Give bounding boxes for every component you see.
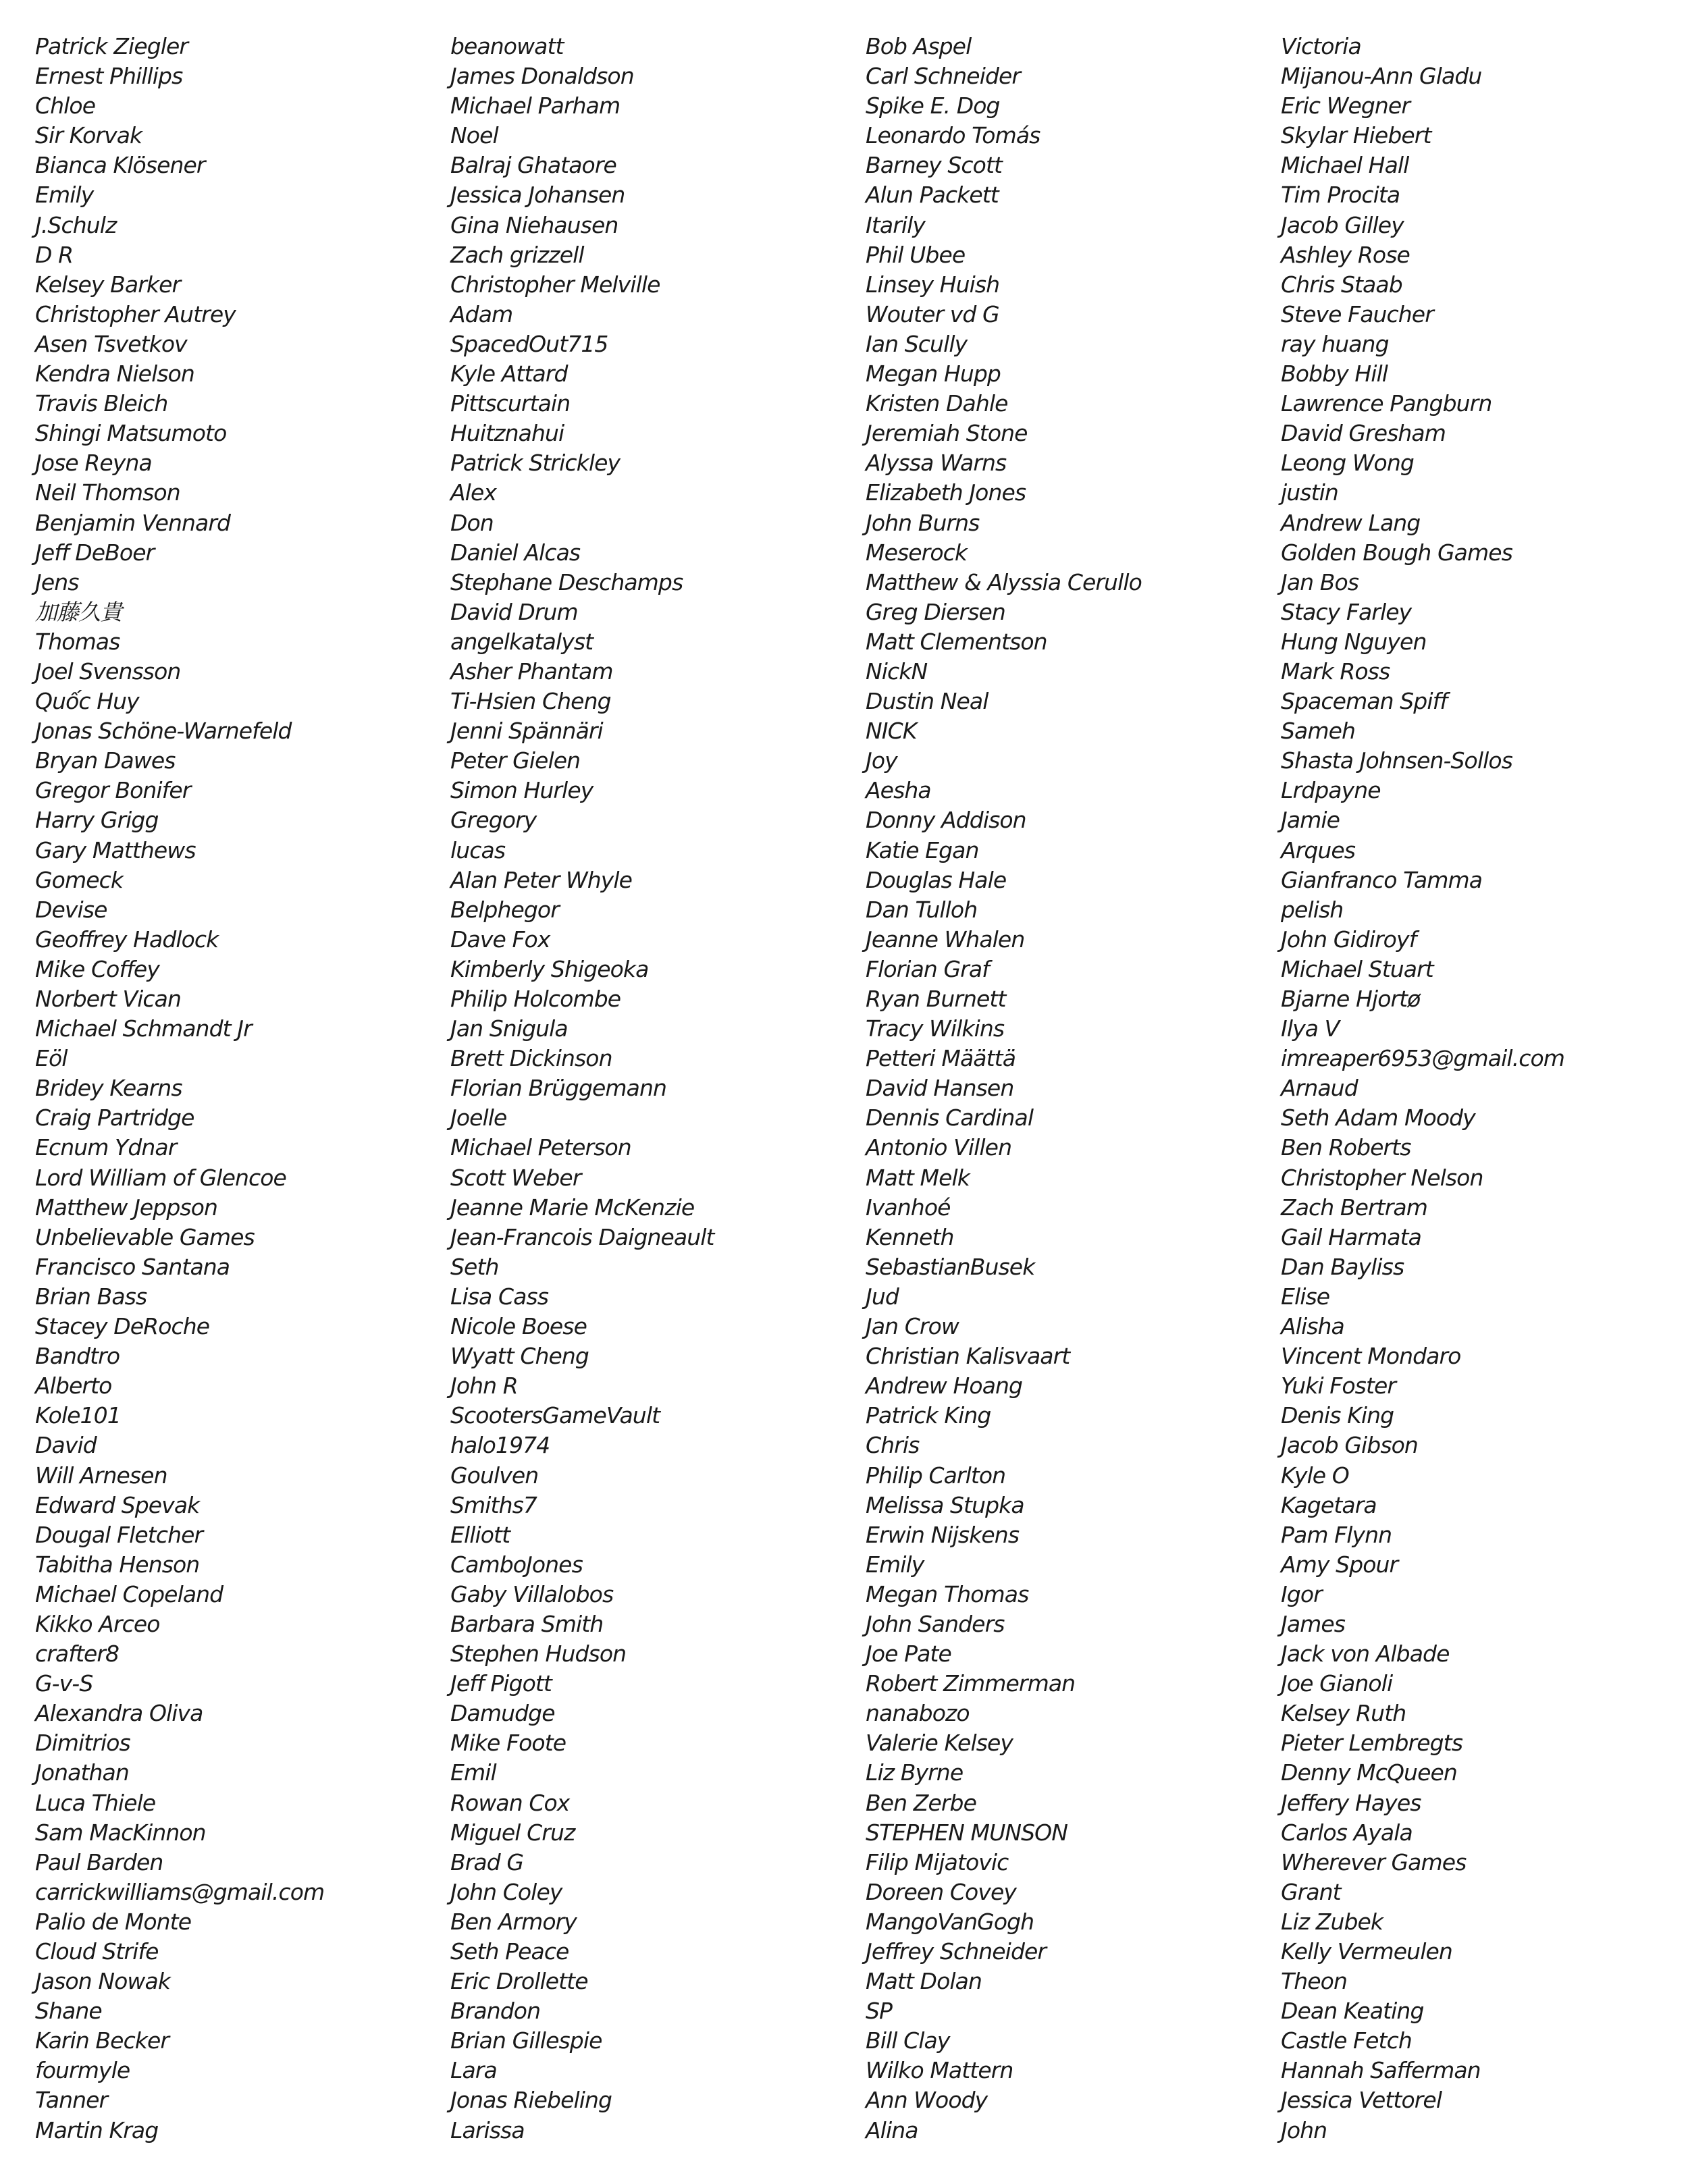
name-entry: David	[35, 1432, 97, 1459]
name-entry: Jeanne Marie McKenzie	[450, 1194, 695, 1221]
name-entry: Ben Armory	[450, 1908, 577, 1935]
name-entry: Jens	[35, 568, 79, 595]
name-entry: Donny Addison	[866, 807, 1026, 834]
name-entry: Nicole Boese	[450, 1313, 587, 1340]
name-entry: Jeanne Whalen	[866, 926, 1025, 953]
name-entry: Liz Zubek	[1281, 1908, 1383, 1935]
name-entry: Jeffrey Schneider	[866, 1938, 1047, 1965]
name-entry: Ivanhoé	[866, 1194, 951, 1221]
name-entry: Matt Dolan	[866, 1968, 982, 1995]
name-entry: Craig Partridge	[35, 1104, 194, 1131]
name-entry: Wouter vd G	[866, 300, 999, 327]
name-entry: Ti-Hsien Cheng	[450, 688, 611, 715]
name-entry: Elliott	[450, 1521, 510, 1548]
name-entry: Kyle Attard	[450, 361, 568, 388]
name-entry: Jan Snigula	[450, 1015, 568, 1042]
name-entry: CamboJones	[450, 1551, 583, 1578]
name-entry: Steve Faucher	[1281, 300, 1433, 327]
name-entry: Bjarne Hjortø	[1281, 986, 1421, 1012]
name-entry: Kelsey Barker	[35, 271, 181, 298]
name-entry: John Coley	[450, 1878, 562, 1905]
name-entry: Florian Brüggemann	[450, 1075, 667, 1102]
name-entry: Wherever Games	[1281, 1848, 1467, 1875]
name-entry: Leonardo Tomás	[866, 122, 1040, 149]
name-entry: Jeffery Hayes	[1281, 1789, 1421, 1816]
name-entry: Patrick Ziegler	[35, 33, 188, 59]
names-column-4	[1281, 32, 1686, 2146]
name-entry: pelish	[1281, 896, 1344, 923]
name-entry: James Donaldson	[450, 63, 634, 90]
name-entry: Benjamin Vennard	[35, 509, 231, 536]
name-entry: Ecnum Ydnar	[35, 1134, 177, 1161]
name-entry: Mark Ross	[1281, 658, 1390, 685]
name-entry: Antonio Villen	[866, 1134, 1012, 1161]
name-entry: Petteri Määttä	[866, 1045, 1016, 1072]
name-entry: Joy	[866, 747, 897, 774]
name-entry: Golden Bough Games	[1281, 539, 1512, 566]
name-entry: Eöl	[35, 1045, 68, 1072]
name-entry: Florian Graf	[866, 955, 989, 982]
name-entry: D R	[35, 241, 74, 268]
name-entry: Dan Tulloh	[866, 896, 978, 923]
name-entry: Arques	[1281, 836, 1356, 863]
name-entry: Jan Bos	[1281, 568, 1359, 595]
name-entry: Christopher Melville	[450, 271, 660, 298]
name-entry: Ian Scully	[866, 330, 968, 357]
name-entry: Karin Becker	[35, 2027, 169, 2054]
name-entry: Carlos Ayala	[1281, 1819, 1413, 1846]
name-entry: Lawrence Pangburn	[1281, 390, 1492, 417]
name-entry: Jessica Vettorel	[1281, 2087, 1442, 2114]
name-entry: Simon Hurley	[450, 777, 594, 804]
name-entry: Kristen Dahle	[866, 390, 1008, 417]
name-entry: Bridey Kearns	[35, 1075, 182, 1102]
name-entry: Aesha	[866, 777, 931, 804]
name-entry: Gina Niehausen	[450, 211, 618, 238]
name-entry: Joe Pate	[866, 1641, 951, 1668]
name-entry: Patrick King	[866, 1402, 991, 1429]
name-entry: Shasta Johnsen-Sollos	[1281, 747, 1512, 774]
name-entry: Gregory	[450, 807, 537, 834]
name-entry: Ben Roberts	[1281, 1134, 1411, 1161]
name-entry: Chloe	[35, 92, 96, 119]
name-entry: Philip Carlton	[866, 1462, 1006, 1489]
name-entry: Palio de Monte	[35, 1908, 192, 1935]
name-entry: Bobby Hill	[1281, 361, 1388, 388]
name-entry: Andrew Hoang	[866, 1373, 1023, 1400]
name-entry: Erwin Nijskens	[866, 1521, 1020, 1548]
name-entry: SpacedOut715	[450, 330, 608, 357]
name-entry: John Burns	[866, 509, 980, 536]
name-entry: Spike E. Dog	[866, 92, 1000, 119]
name-entry: Bill Clay	[866, 2027, 950, 2054]
name-entry: Alex	[450, 479, 496, 506]
name-entry: Bob Aspel	[866, 33, 972, 59]
name-entry: Joelle	[450, 1104, 507, 1131]
name-entry: Itarily	[866, 211, 926, 238]
name-entry: Christopher Nelson	[1281, 1164, 1483, 1191]
name-entry: Matt Clementson	[866, 628, 1047, 655]
name-entry: Alberto	[35, 1373, 112, 1400]
names-column-1	[35, 32, 440, 2146]
name-entry: Jessica Johansen	[450, 182, 625, 209]
name-entry: Seth	[450, 1253, 499, 1280]
name-entry: Neil Thomson	[35, 479, 180, 506]
name-entry: Jonathan	[35, 1759, 129, 1786]
name-entry: Tanner	[35, 2087, 108, 2114]
name-entry: John	[1281, 2116, 1327, 2143]
name-entry: Alan Peter Whyle	[450, 866, 633, 893]
name-entry: Will Arnesen	[35, 1462, 167, 1489]
name-entry: Zach Bertram	[1281, 1194, 1427, 1221]
name-entry: James	[1281, 1610, 1346, 1637]
name-entry: Megan Thomas	[866, 1580, 1029, 1607]
name-entry: STEPHEN MUNSON	[866, 1819, 1068, 1846]
name-entry: Alyssa Warns	[866, 450, 1007, 477]
name-entry: Bianca Klösener	[35, 152, 205, 179]
name-entry: Scott Weber	[450, 1164, 581, 1191]
name-entry: Wyatt Cheng	[450, 1343, 589, 1370]
name-entry: Melissa Stupka	[866, 1491, 1024, 1518]
name-entry: Devise	[35, 896, 107, 923]
name-entry: Amy Spour	[1281, 1551, 1398, 1578]
name-entry: Yuki Foster	[1281, 1373, 1396, 1400]
name-entry: Gail Harmata	[1281, 1223, 1421, 1250]
name-entry: Cloud Strife	[35, 1938, 159, 1965]
name-entry: Zach grizzell	[450, 241, 584, 268]
name-entry: Stephen Hudson	[450, 1641, 627, 1668]
name-entry: lucas	[450, 836, 506, 863]
name-entry: Alisha	[1281, 1313, 1344, 1340]
name-entry: Jonas Schöne-Warnefeld	[35, 718, 292, 745]
name-entry: Sameh	[1281, 718, 1356, 745]
name-entry: Edward Spevak	[35, 1491, 200, 1518]
name-entry: Mike Coffey	[35, 955, 159, 982]
name-entry: Eric Drollette	[450, 1968, 588, 1995]
name-entry: crafter8	[35, 1641, 120, 1668]
name-entry: Norbert Vican	[35, 986, 182, 1012]
name-entry: Gianfranco Tamma	[1281, 866, 1483, 893]
name-entry: Greg Diersen	[866, 598, 1005, 625]
name-entry: Mijanou-Ann Gladu	[1281, 63, 1482, 90]
name-entry: Stephane Deschamps	[450, 568, 683, 595]
name-entry: Don	[450, 509, 494, 536]
name-entry: Sir Korvak	[35, 122, 142, 149]
name-entry: Kenneth	[866, 1223, 954, 1250]
name-entry: Michael Schmandt Jr	[35, 1015, 252, 1042]
name-entry: Jose Reyna	[35, 450, 152, 477]
name-entry: Eric Wegner	[1281, 92, 1410, 119]
name-entry: Stacy Farley	[1281, 598, 1412, 625]
name-entry: Kelly Vermeulen	[1281, 1938, 1452, 1965]
name-entry: nanabozo	[866, 1700, 970, 1727]
name-entry: Matthew & Alyssia Cerullo	[866, 568, 1142, 595]
name-entry: Elizabeth Jones	[866, 479, 1026, 506]
name-entry: Huitznahui	[450, 420, 564, 447]
name-entry: Skylar Hiebert	[1281, 122, 1431, 149]
name-entry: Shingi Matsumoto	[35, 420, 227, 447]
name-entry: Vincent Mondaro	[1281, 1343, 1461, 1370]
name-entry: Shane	[35, 1998, 102, 2025]
name-entry: David Gresham	[1281, 420, 1446, 447]
name-entry: Asen Tsvetkov	[35, 330, 187, 357]
name-entry: Adam	[450, 300, 513, 327]
name-entry: Daniel Alcas	[450, 539, 581, 566]
name-entry: Douglas Hale	[866, 866, 1007, 893]
name-entry: Victoria	[1281, 33, 1361, 59]
name-entry: Lord William of Glencoe	[35, 1164, 286, 1191]
name-entry: Jeff Pigott	[450, 1670, 552, 1697]
name-entry: Jenni Spännäri	[450, 718, 603, 745]
name-entry: Igor	[1281, 1580, 1322, 1607]
name-entry: Francisco Santana	[35, 1253, 230, 1280]
name-entry: Emily	[866, 1551, 924, 1578]
name-entry: Goulven	[450, 1462, 539, 1489]
name-entry: Philip Holcombe	[450, 986, 621, 1012]
name-entry: Kikko Arceo	[35, 1610, 160, 1637]
name-entry: Ashley Rose	[1281, 241, 1410, 268]
name-entry: Barbara Smith	[450, 1610, 604, 1637]
name-entry: David Drum	[450, 598, 578, 625]
name-entry: Joel Svensson	[35, 658, 181, 685]
name-entry: Alexandra Oliva	[35, 1700, 203, 1727]
name-entry: Carl Schneider	[866, 63, 1021, 90]
name-entry: Jud	[866, 1283, 899, 1310]
name-entry: John Sanders	[866, 1610, 1005, 1637]
name-entry: Jan Crow	[866, 1313, 959, 1340]
name-entry: Barney Scott	[866, 152, 1003, 179]
name-entry: Jamie	[1281, 807, 1340, 834]
name-entry: 加藤久貴	[35, 598, 122, 625]
name-entry: Brian Bass	[35, 1283, 147, 1310]
name-entry: Jean-Francois Daigneault	[450, 1223, 714, 1250]
name-entry: Katie Egan	[866, 836, 979, 863]
name-entry: Linsey Huish	[866, 271, 1000, 298]
name-entry: Harry Grigg	[35, 807, 159, 834]
name-entry: Michael Copeland	[35, 1580, 223, 1607]
name-entry: Doreen Covey	[866, 1878, 1016, 1905]
name-entry: Dimitrios	[35, 1730, 130, 1757]
name-entry: Kole101	[35, 1402, 121, 1429]
name-entry: Martin Krag	[35, 2116, 159, 2143]
name-entry: Elise	[1281, 1283, 1330, 1310]
name-entry: Lrdpayne	[1281, 777, 1381, 804]
name-entry: Belphegor	[450, 896, 559, 923]
name-entry: J.Schulz	[35, 211, 117, 238]
name-entry: Dustin Neal	[866, 688, 988, 715]
name-entry: Smiths7	[450, 1491, 537, 1518]
name-entry: John R	[450, 1373, 518, 1400]
name-entry: Phil Ubee	[866, 241, 966, 268]
name-entry: Jacob Gibson	[1281, 1432, 1418, 1459]
name-entry: Chris Staab	[1281, 271, 1402, 298]
name-entry: Chris	[866, 1432, 920, 1459]
name-entry: Brian Gillespie	[450, 2027, 602, 2054]
name-entry: Hung Nguyen	[1281, 628, 1427, 655]
name-entry: Emily	[35, 182, 94, 209]
name-entry: Tabitha Henson	[35, 1551, 200, 1578]
name-entry: Ilya V	[1281, 1015, 1340, 1042]
name-entry: Hannah Safferman	[1281, 2057, 1481, 2084]
name-entry: Kimberly Shigeoka	[450, 955, 649, 982]
names-column-3	[866, 32, 1271, 2146]
name-entry: Michael Parham	[450, 92, 621, 119]
name-entry: Brett Dickinson	[450, 1045, 612, 1072]
name-entry: halo1974	[450, 1432, 550, 1459]
name-entry: Ernest Phillips	[35, 63, 183, 90]
name-entry: Meserock	[866, 539, 968, 566]
name-entry: fourmyle	[35, 2057, 130, 2084]
name-entry: Kelsey Ruth	[1281, 1700, 1406, 1727]
name-entry: Kyle O	[1281, 1462, 1349, 1489]
name-entry: NICK	[866, 718, 917, 745]
name-entry: Seth Peace	[450, 1938, 569, 1965]
name-entry: angelkatalyst	[450, 628, 594, 655]
name-entry: Liz Byrne	[866, 1759, 964, 1786]
name-entry: carrickwilliams@gmail.com	[35, 1878, 325, 1905]
name-entry: Jack von Albade	[1281, 1641, 1450, 1668]
name-entry: Geoffrey Hadlock	[35, 926, 219, 953]
name-entry: Denis King	[1281, 1402, 1394, 1429]
name-entry: John Gidiroyf	[1281, 926, 1417, 953]
name-entry: Valerie Kelsey	[866, 1730, 1013, 1757]
name-entry: Patrick Strickley	[450, 450, 621, 477]
name-entry: Rowan Cox	[450, 1789, 570, 1816]
name-entry: Dennis Cardinal	[866, 1104, 1034, 1131]
name-entry: Robert Zimmerman	[866, 1670, 1076, 1697]
name-entry: justin	[1281, 479, 1338, 506]
name-entry: Asher Phantam	[450, 658, 613, 685]
name-entry: Megan Hupp	[866, 361, 1001, 388]
name-entry: Kendra Nielson	[35, 361, 194, 388]
name-entry: G-v-S	[35, 1670, 93, 1697]
name-entry: Pieter Lembregts	[1281, 1730, 1463, 1757]
name-entry: Michael Hall	[1281, 152, 1409, 179]
name-entry: imreaper6953@gmail.com	[1281, 1045, 1565, 1072]
names-column-2	[450, 32, 855, 2146]
name-entry: Larissa	[450, 2116, 525, 2143]
name-entry: Spaceman Spiff	[1281, 688, 1448, 715]
name-entry: Lara	[450, 2057, 497, 2084]
name-entry: Pittscurtain	[450, 390, 571, 417]
name-entry: Tracy Wilkins	[866, 1015, 1005, 1042]
name-entry: Matthew Jeppson	[35, 1194, 217, 1221]
name-entry: Wilko Mattern	[866, 2057, 1013, 2084]
name-entry: Ann Woody	[866, 2087, 988, 2114]
name-entry: Leong Wong	[1281, 450, 1414, 477]
name-entry: Emil	[450, 1759, 496, 1786]
name-entry: Michael Peterson	[450, 1134, 631, 1161]
name-entry: Gary Matthews	[35, 836, 196, 863]
name-entry: Stacey DeRoche	[35, 1313, 210, 1340]
name-entry: Jacob Gilley	[1281, 211, 1404, 238]
name-entry: Andrew Lang	[1281, 509, 1421, 536]
name-entry: Peter Gielen	[450, 747, 581, 774]
name-entry: Gomeck	[35, 866, 124, 893]
name-entry: Balraj Ghataore	[450, 152, 616, 179]
name-entry: Denny McQueen	[1281, 1759, 1457, 1786]
name-entry: Paul Barden	[35, 1848, 163, 1875]
name-entry: SP	[866, 1998, 893, 2025]
name-entry: Theon	[1281, 1968, 1347, 1995]
name-entry: Jeff DeBoer	[35, 539, 155, 566]
name-entry: Dean Keating	[1281, 1998, 1424, 2025]
name-entry: Christian Kalisvaart	[866, 1343, 1070, 1370]
name-entry: Jonas Riebeling	[450, 2087, 612, 2114]
name-entry: Jason Nowak	[35, 1968, 171, 1995]
name-entry: Lisa Cass	[450, 1283, 549, 1310]
name-entry: Alina	[866, 2116, 918, 2143]
name-entry: Noel	[450, 122, 498, 149]
name-entry: Filip Mijatovic	[866, 1848, 1009, 1875]
name-entry: Ryan Burnett	[866, 986, 1006, 1012]
name-entry: Seth Adam Moody	[1281, 1104, 1475, 1131]
name-entry: Thomas	[35, 628, 120, 655]
name-entry: Mike Foote	[450, 1730, 566, 1757]
name-entry: Matt Melk	[866, 1164, 970, 1191]
name-entry: Dougal Fletcher	[35, 1521, 203, 1548]
name-entry: Dan Bayliss	[1281, 1253, 1404, 1280]
name-entry: Gregor Bonifer	[35, 777, 191, 804]
name-entry: Castle Fetch	[1281, 2027, 1412, 2054]
name-entry: Gaby Villalobos	[450, 1580, 614, 1607]
name-entry: Brandon	[450, 1998, 541, 2025]
name-entry: Michael Stuart	[1281, 955, 1433, 982]
name-entry: Miguel Cruz	[450, 1819, 575, 1846]
name-entry: Ben Zerbe	[866, 1789, 976, 1816]
name-entry: Tim Procita	[1281, 182, 1400, 209]
name-entry: Joe Gianoli	[1281, 1670, 1393, 1697]
name-entry: beanowatt	[450, 33, 564, 59]
name-entry: Damudge	[450, 1700, 555, 1727]
name-entry: Sam MacKinnon	[35, 1819, 206, 1846]
name-entry: Unbelievable Games	[35, 1223, 255, 1250]
name-entry: Bryan Dawes	[35, 747, 176, 774]
name-entry: NickN	[866, 658, 928, 685]
name-entry: Grant	[1281, 1878, 1341, 1905]
name-entry: Jeremiah Stone	[866, 420, 1028, 447]
name-entry: David Hansen	[866, 1075, 1014, 1102]
name-entry: Pam Flynn	[1281, 1521, 1392, 1548]
name-entry: Travis Bleich	[35, 390, 168, 417]
name-entry: ScootersGameVault	[450, 1402, 660, 1429]
name-entry: Christopher Autrey	[35, 300, 236, 327]
name-entry: Quốc Huy	[35, 688, 139, 715]
name-entry: Brad G	[450, 1848, 524, 1875]
name-entry: Arnaud	[1281, 1075, 1358, 1102]
name-entry: Kagetara	[1281, 1491, 1377, 1518]
name-entry: SebastianBusek	[866, 1253, 1035, 1280]
name-entry: MangoVanGogh	[866, 1908, 1034, 1935]
name-entry: Bandtro	[35, 1343, 120, 1370]
name-entry: ray huang	[1281, 330, 1389, 357]
name-entry: Luca Thiele	[35, 1789, 156, 1816]
name-entry: Dave Fox	[450, 926, 550, 953]
name-entry: Alun Packett	[866, 182, 999, 209]
